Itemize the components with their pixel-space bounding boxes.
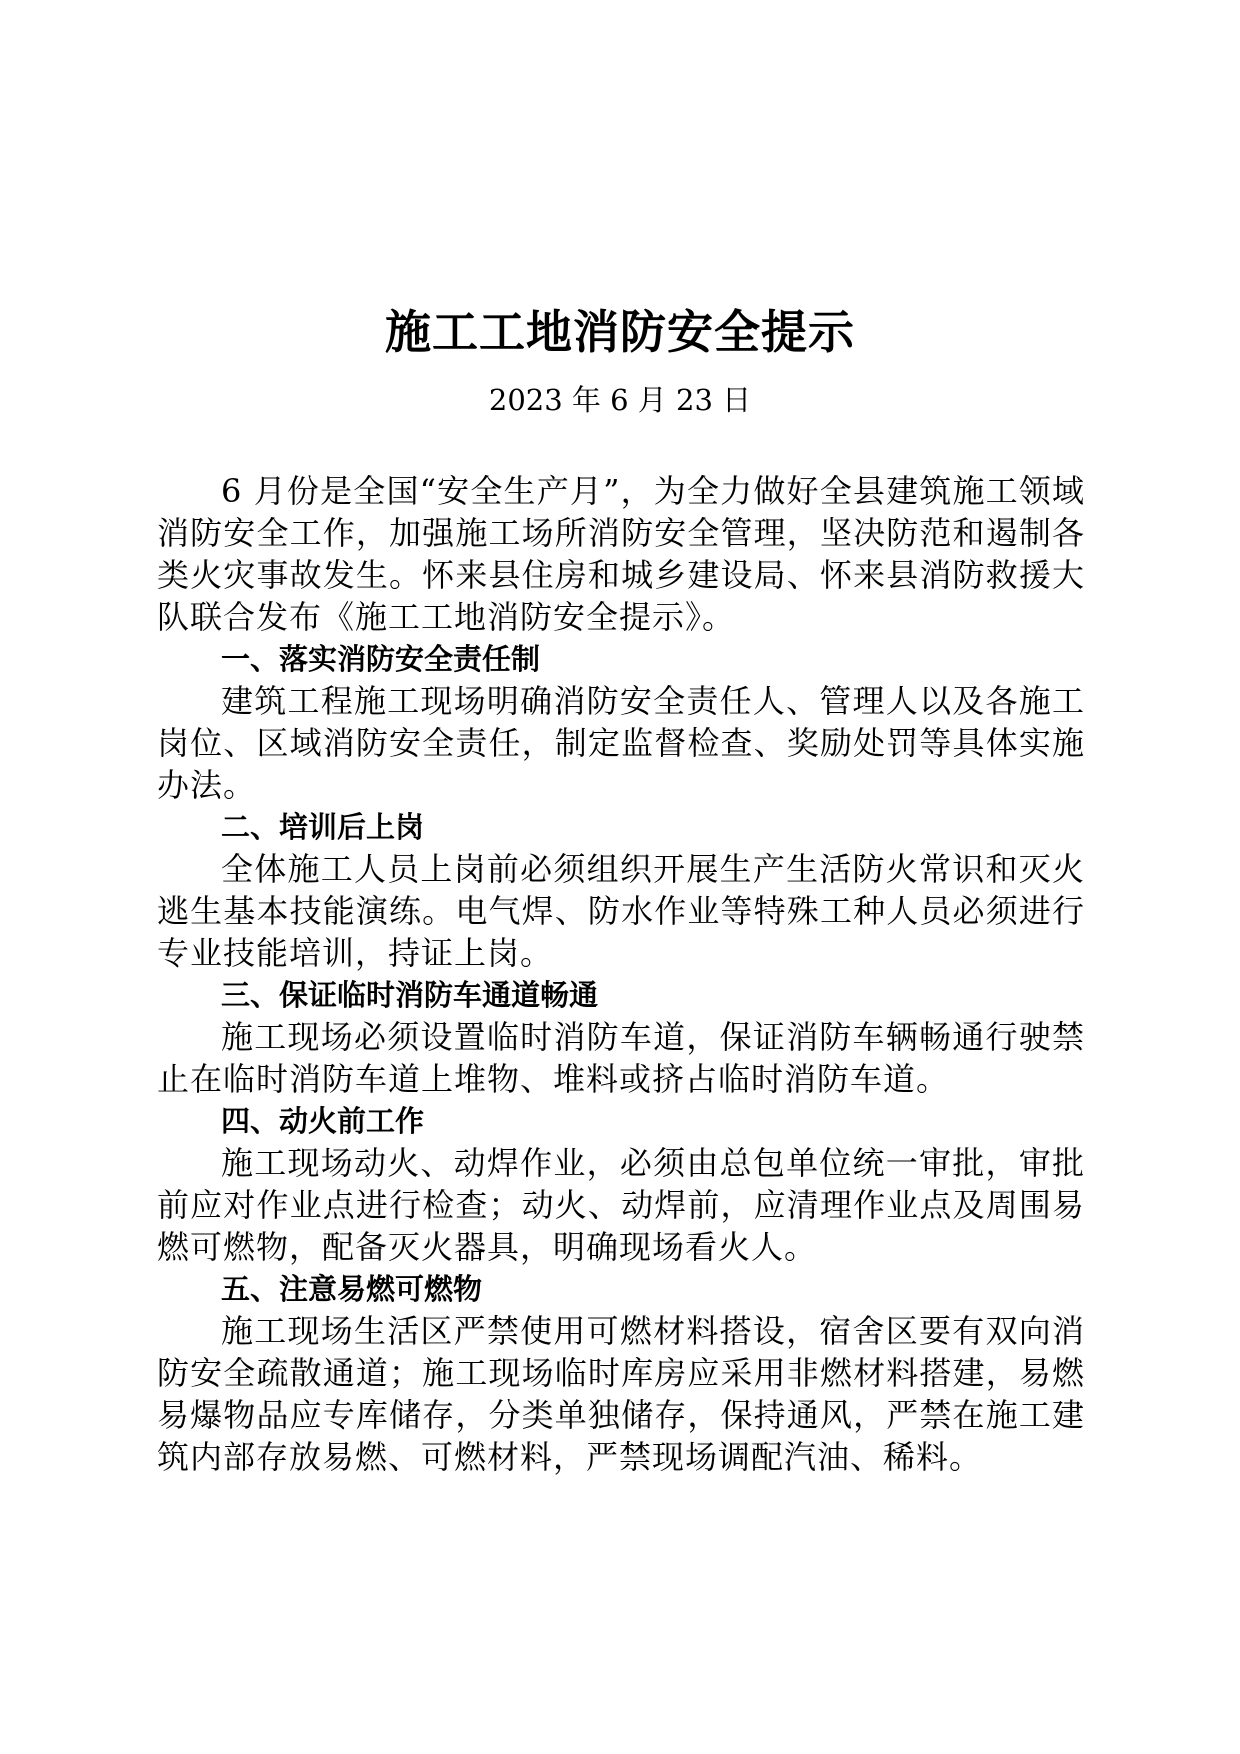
section-text-5: 施工现场生活区严禁使用可燃材料搭设，宿舍区要有双向消防安全疏散通道；施工现场临时库房应采用非燃材料搭建，易燃易爆物品应专库储存，分类单独储存，保持通风，严禁在施工建筑内部存放易燃、可燃材料，严禁现场调配汽油、稀料。 xyxy=(157,1312,1085,1476)
document-date: 2023 年 6 月 23 日 xyxy=(488,383,752,417)
section-heading-4: 四、动火前工作 xyxy=(221,1104,425,1138)
intro-paragraph: 6 月份是全国“安全生产月”，为全力做好全县建筑施工领域消防安全工作，加强施工场所消防安全管理，坚决防范和遏制各类火灾事故发生。怀来县住房和城乡建设局、怀来县消防救援大队联合发布《施工工地消防安全提示》。 xyxy=(157,472,1085,636)
section-heading-2: 二、培训后上岗 xyxy=(221,810,425,844)
section-heading-1: 一、落实消防安全责任制 xyxy=(221,642,541,676)
section-text-1: 建筑工程施工现场明确消防安全责任人、管理人以及各施工岗位、区域消防安全责任，制定监督检查、奖励处罚等具体实施办法。 xyxy=(157,682,1085,804)
section-heading-5: 五、注意易燃可燃物 xyxy=(221,1272,483,1306)
section-heading-3: 三、保证临时消防车通道畅通 xyxy=(221,978,599,1012)
section-text-3: 施工现场必须设置临时消防车道，保证消防车辆畅通行驶禁止在临时消防车道上堆物、堆料或挤占临时消防车道。 xyxy=(157,1018,1085,1098)
section-text-4: 施工现场动火、动焊作业，必须由总包单位统一审批，审批前应对作业点进行检查；动火、动焊前，应清理作业点及周围易燃可燃物，配备灭火器具，明确现场看火人。 xyxy=(157,1144,1085,1266)
document-body xyxy=(157,470,1085,1478)
section-text-2: 全体施工人员上岗前必须组织开展生产生活防火常识和灭火逃生基本技能演练。电气焊、防水作业等特殊工种人员必须进行专业技能培训，持证上岗。 xyxy=(157,850,1085,972)
document-title: 施工工地消防安全提示 xyxy=(385,305,855,359)
